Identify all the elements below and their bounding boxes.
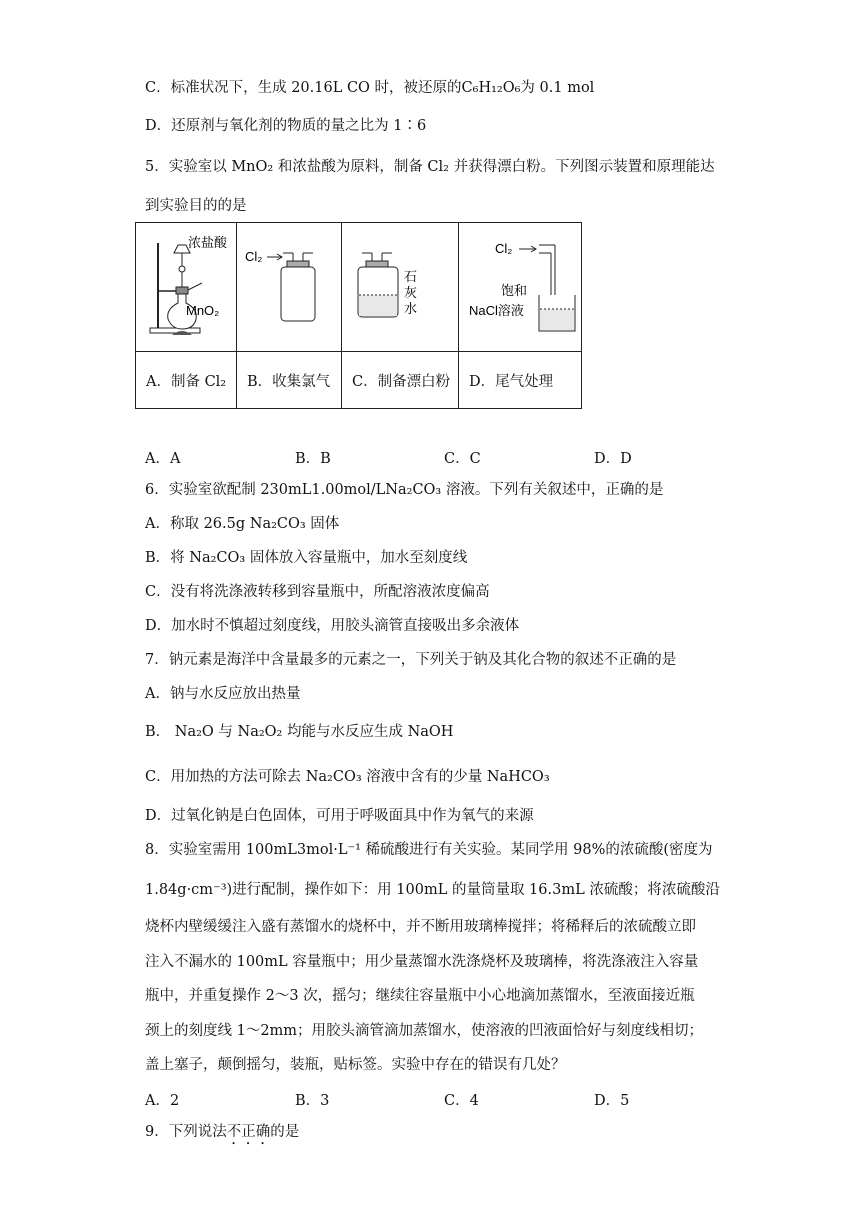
label-cl2-b: Cl₂ (245, 249, 263, 264)
label-saturated: 饱和 (501, 283, 528, 298)
q4-option-d: D．还原剂与氧化剂的物质的量之比为 1∶6 (145, 118, 427, 134)
q5-apparatus-table (135, 222, 582, 409)
q5-options (145, 447, 745, 467)
q7-option-c: C．用加热的方法可除去 Na₂CO₃ 溶液中含有的少量 NaHCO₃ (145, 769, 550, 785)
tail-gas-absorption-diagram (459, 223, 581, 347)
q8-line-6: 颈上的刻度线 1～2mm；用胶头滴管滴加蒸馏水，使溶液的凹液面恰好与刻度线相切； (145, 1023, 704, 1039)
q7-option-b: B． Na₂O 与 Na₂O₂ 均能与水反应生成 NaOH (145, 724, 454, 740)
q5-stem-line1: 5．实验室以 MnO₂ 和浓盐酸为原料，制备 Cl₂ 并获得漂白粉。下列图示装置和原理能达 (145, 159, 715, 175)
q5-stem-line2: 到实验目的的是 (145, 198, 247, 214)
q9-stem-pre: 9．下列说法 (145, 1124, 227, 1140)
caption-b: B．收集氯气 (237, 352, 342, 409)
q8-option-a: A．2 (145, 1093, 180, 1109)
q5-option-a: A．A (145, 451, 181, 467)
gas-collection-bottle-diagram (237, 223, 341, 347)
q9-stem-emphasis: 不正确 (226, 1124, 271, 1140)
q8-options (145, 1089, 745, 1109)
apparatus-b-cell (237, 223, 342, 352)
q6-option-c: C．没有将洗涤液转移到容量瓶中，所配溶液浓度偏高 (145, 584, 490, 600)
apparatus-c-cell (342, 223, 459, 352)
q7-stem: 7．钠元素是海洋中含量最多的元素之一，下列关于钠及其化合物的叙述不正确的是 (145, 652, 677, 668)
q8-option-b: B．3 (295, 1093, 330, 1109)
q6-option-b: B．将 Na₂CO₃ 固体放入容量瓶中，加水至刻度线 (145, 550, 468, 566)
q8-line-7: 盖上塞子，颠倒摇匀，装瓶，贴标签。实验中存在的错误有几处？ (145, 1057, 566, 1073)
apparatus-d-cell (459, 223, 582, 352)
q6-option-d: D．加水时不慎超过刻度线，用胶头滴管直接吸出多余液体 (145, 618, 520, 634)
caption-d: D．尾气处理 (459, 352, 582, 409)
q9-stem-post: 的是 (270, 1124, 300, 1140)
q8-line-5: 瓶中，并重复操作 2～3 次，摇匀；继续往容量瓶中小心地滴加蒸馏水，至液面接近瓶 (145, 988, 695, 1004)
q5-option-c: C．C (444, 451, 481, 467)
label-conc-hcl: 浓盐酸 (188, 235, 228, 250)
label-limewater: 石灰水 (404, 269, 418, 316)
q5-option-b: B．B (295, 451, 331, 467)
caption-c: C．制备漂白粉 (342, 352, 459, 409)
q6-option-a: A．称取 26.5g Na₂CO₃ 固体 (145, 516, 340, 532)
label-nacl-solution: NaCl溶液 (469, 303, 524, 318)
q8-line-2: 1.84g·cm⁻³)进行配制，操作如下：用 100mL 的量筒量取 16.3mL 浓硫酸；将浓硫酸沿 (145, 882, 720, 898)
q8-line-3: 烧杯内壁缓缓注入盛有蒸馏水的烧杯中，并不断用玻璃棒搅拌；将稀释后的浓硫酸立即 (145, 919, 696, 935)
q6-stem: 6．实验室欲配制 230mL1.00mol/LNa₂CO₃ 溶液。下列有关叙述中，正确的是 (145, 482, 664, 498)
label-mno2: MnO₂ (186, 303, 220, 318)
q8-line-4: 注入不漏水的 100mL 容量瓶中；用少量蒸馏水洗涤烧杯及玻璃棒，将洗涤液注入容量 (145, 954, 699, 970)
q8-line-1: 8．实验室需用 100mL3mol·L⁻¹ 稀硫酸进行有关实验。某同学用 98%的浓硫酸(密度为 (145, 842, 713, 858)
caption-a: A．制备 Cl₂ (136, 352, 237, 409)
q5-option-d: D．D (594, 451, 632, 467)
q7-option-d: D．过氧化钠是白色固体，可用于呼吸面具中作为氧气的来源 (145, 808, 534, 824)
limewater-bottle-diagram (342, 223, 458, 347)
q7-option-a: A．钠与水反应放出热量 (145, 686, 301, 702)
label-cl2-d: Cl₂ (495, 241, 513, 256)
q9-stem (145, 1122, 299, 1148)
chlorine-generator-diagram (136, 223, 236, 347)
q8-option-d: D．5 (594, 1093, 630, 1109)
apparatus-a-cell (136, 223, 237, 352)
q8-option-c: C．4 (444, 1093, 479, 1109)
q4-option-c: C．标准状况下，生成 20.16L CO 时，被还原的C₆H₁₂O₆为 0.1 mol (145, 80, 595, 96)
